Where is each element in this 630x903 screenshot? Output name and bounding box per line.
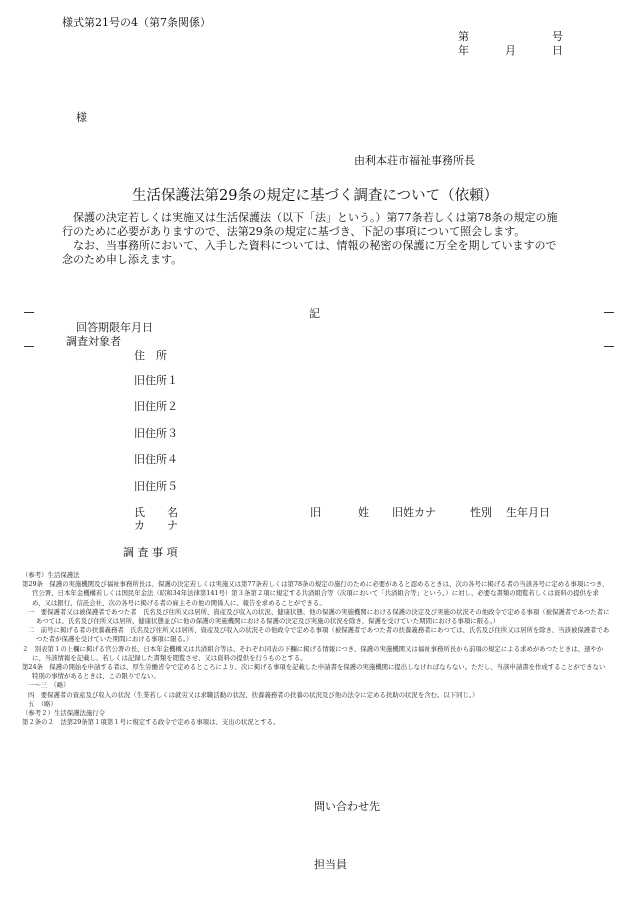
note-item-4: 四 要保護者の資産及び収入の状況（生業若しくは就労又は求職活動の状況、扶養義務者の扶養の状況及び他の法令に定める扶助の状況を含む。以下同じ。） xyxy=(28,690,479,699)
note-ref1-title: （参考）生活保護法 xyxy=(22,571,80,579)
date-day: 日 xyxy=(552,44,563,57)
sender-name: 由利本荘市福祉事務所長 xyxy=(354,154,475,167)
note-article-2-2: 第２条の２ 法第29条第１項第１号に規定する政令で定める事項は、支出の状況とする。 xyxy=(22,718,280,727)
address-label: 住 所 xyxy=(134,349,167,362)
divider-dash xyxy=(604,312,614,313)
old-address-4-label: 旧住所４ xyxy=(134,453,178,466)
form-number: 様式第21号の4（第7条関係） xyxy=(62,16,211,29)
subject-label: 調査対象者 xyxy=(66,335,121,348)
date-month: 月 xyxy=(505,44,516,57)
record-heading: 記 xyxy=(309,307,320,320)
note-paragraph-2: ２ 別表第１の上欄に掲げる官公署の長、日本年金機構又は共済組合等は、それぞれ同表の下欄に掲げる情報につき、保護の実施機関又は福祉事務所長から前項の規定による求めがあつたときは、速やかに、当該情報を記載し、若しくは記録した書類を閲覧させ、又は資料の提供を行うものとする。 xyxy=(22,644,604,662)
note-item-2: 二 前号に掲げる者の扶養義務者 氏名及び住所又は居所、資産及び収入の状況その他政令で定める事項（被保護者であつた者の扶養義務者にあつては、氏名及び住所又は居所を除き、当該被保護者であつた者が保護を受けていた期間における事項に限る。） xyxy=(28,626,610,644)
investigation-items-label: 調 査 事 項 xyxy=(123,546,178,559)
note-ref2-title: （参考２）生活保護法施行令 xyxy=(22,709,106,718)
divider-dash xyxy=(24,346,34,347)
doc-number-suffix: 号 xyxy=(552,30,563,43)
doc-number-prefix: 第 xyxy=(458,30,469,43)
old-label: 旧 xyxy=(310,506,321,519)
old-address-1-label: 旧住所１ xyxy=(134,374,178,387)
old-surname-kana-label: 旧姓カナ xyxy=(392,506,436,519)
note-item-1: 一 要保護者又は被保護者であつた者 氏名及び住所又は居所、資産及び収入の状況、健康状態、他の保護の実施機関における保護の決定及び実施の状況その他政令で定める事項（被保護者であつた者にあつては、氏名及び住所又は居所、健康状態並びに他の保護の実施機関における保護の決定及び実施の状況を除き、保護を受けていた期間における事項に限る。） xyxy=(28,607,610,626)
body-paragraph-2: なお、当事務所において、入手した資料については、情報の秘密の保護に万全を期していますので念のため申し添えます。 xyxy=(62,239,557,266)
addressee-honorific: 様 xyxy=(76,111,87,124)
sex-label: 性別 xyxy=(470,506,492,519)
body-paragraph-1: 保護の決定若しくは実施又は生活保護法（以下「法」という。）第77条若しくは第78条の規定の施行のために必要がありますので、法第29条の規定に基づき、下記の事項について照会します。 xyxy=(62,211,558,238)
date-year: 年 xyxy=(458,44,469,57)
page-title: 生活保護法第29条の規定に基づく調査について（依頼） xyxy=(132,188,499,204)
note-items-1-3: 一～三 （略） xyxy=(28,681,70,690)
divider-dash xyxy=(604,346,614,347)
contact-person-label: 担当員 xyxy=(314,858,347,871)
reference-notes xyxy=(22,571,610,727)
old-address-2-label: 旧住所２ xyxy=(134,400,178,413)
inquiry-label: 問い合わせ先 xyxy=(314,800,380,813)
reply-deadline-label: 回答期限年月日 xyxy=(76,321,153,334)
old-address-3-label: 旧住所３ xyxy=(134,427,178,440)
kana-label: カ ナ xyxy=(134,519,178,532)
old-address-5-label: 旧住所５ xyxy=(134,480,178,493)
request-body xyxy=(62,211,566,267)
birthdate-label: 生年月日 xyxy=(506,506,550,519)
name-label: 氏 名 xyxy=(134,506,178,519)
divider-dash xyxy=(24,312,34,313)
note-article-24: 第24条 保護の開始を申請する者は、厚生労働省令で定めるところにより、次に掲げる事項を記載した申請書を保護の実施機関に提出しなければならない。ただし、当該申請書を作成することができない特別の事情があるときは、この限りでない。 xyxy=(22,663,606,681)
surname-label: 姓 xyxy=(358,506,369,519)
note-article-29: 第29条 保護の実施機関及び福祉事務所長は、保護の決定若しくは実施又は第77条若しくは第78条の規定の施行のために必要があると認めるときは、次の各号に掲げる者の当該各号に定める事項につき、官公署、日本年金機構若しくは国民年金法（昭和34年法律第141号）第３条第２項に規定する共済組合等（次項において「共済組合等」という。）に対し、必要な書類の閲覧若しくは資料の提供を求め、又は銀行、信託会社、次の各号に掲げる者の雇主その他の関係人に、報告を求めることができる。 xyxy=(22,580,609,607)
note-item-5: 五 （略） xyxy=(28,699,57,708)
